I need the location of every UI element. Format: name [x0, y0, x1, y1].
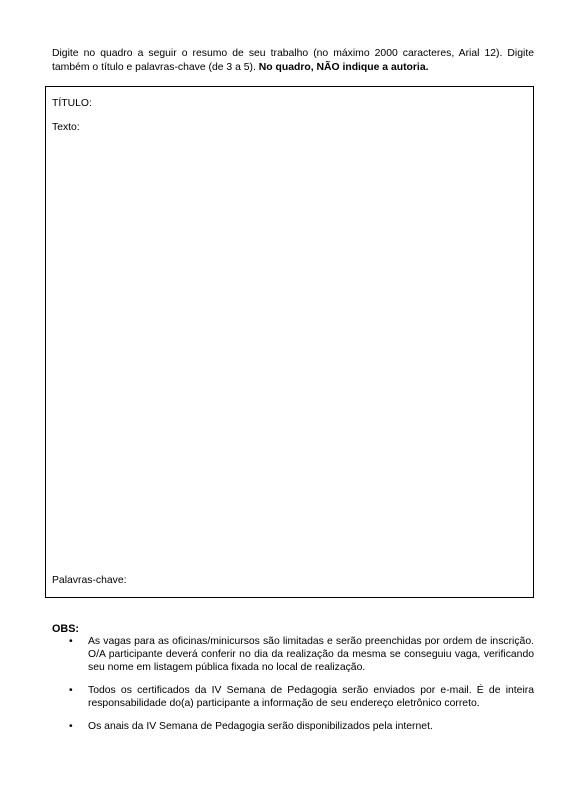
obs-item-text: Os anais da IV Semana de Pedagogia serão disponibilizados pela internet.	[88, 721, 433, 732]
instructions-text: Digite no quadro a seguir o resumo de seu trabalho (no máximo 2000 caracteres, Arial 12). Digite também o título e palavras-chave (de 3 a 5).	[52, 48, 534, 73]
obs-item-text: Todos os certificados da IV Semana de Pedagogia serão enviados por e-mail. É de inteira responsabilidade do(a) participante a informação de seu endereço eletrônico correto.	[88, 685, 534, 709]
bullet-icon: •	[69, 721, 73, 732]
obs-list-item	[52, 635, 534, 674]
obs-list	[52, 635, 534, 743]
bullet-icon: •	[69, 685, 73, 696]
instructions-paragraph	[52, 47, 534, 74]
obs-item-text: As vagas para as oficinas/minicursos são limitadas e serão preenchidas por ordem de inscrição. O/A participante deverá conferir no dia da realização da mesma se conseguiu vaga, verificando seu nome em listagem pública fixada no local de realização.	[88, 636, 534, 673]
abstract-box[interactable]	[45, 86, 534, 598]
obs-list-item	[52, 684, 534, 710]
instructions-bold-note: No quadro, NÃO indique a autoria.	[258, 61, 429, 73]
obs-list-item	[52, 720, 534, 733]
titulo-label: TÍTULO:	[52, 98, 92, 109]
texto-label: Texto:	[52, 122, 80, 133]
palavras-chave-label: Palavras-chave:	[52, 575, 127, 586]
obs-heading: OBS:	[52, 623, 79, 635]
bullet-icon: •	[69, 636, 73, 647]
